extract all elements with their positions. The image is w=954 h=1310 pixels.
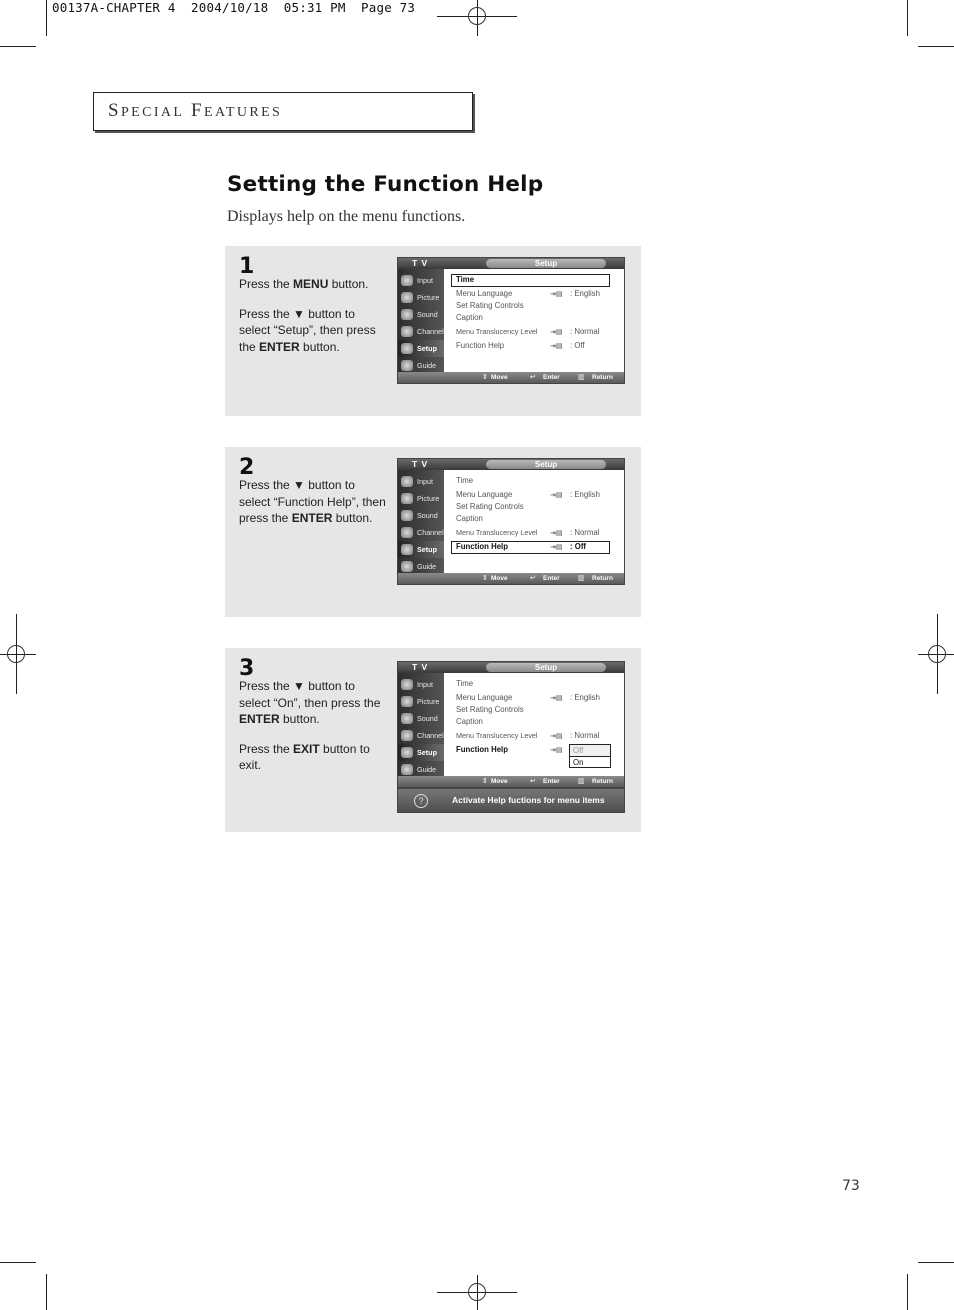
osd-sidebar-channel: Channel bbox=[398, 524, 444, 541]
crop-mark bbox=[918, 1262, 954, 1263]
setup-icon bbox=[401, 343, 413, 354]
print-header-stamp: 00137A-CHAPTER 4 2004/10/18 05:31 PM Page 73 bbox=[52, 0, 416, 15]
osd-item-function-help: Function Help bbox=[456, 745, 508, 754]
osd-sidebar-setup: Setup bbox=[398, 744, 444, 761]
osd-sidebar-channel: Channel bbox=[398, 323, 444, 340]
crop-mark bbox=[46, 0, 47, 36]
osd-item-set-rating: Set Rating Controls bbox=[456, 705, 524, 714]
osd-item-menu-language: Menu Language bbox=[456, 490, 513, 499]
osd-tv-label: T V bbox=[412, 662, 429, 672]
osd-sidebar-input: Input bbox=[398, 272, 444, 289]
osd-tab-setup: Setup bbox=[534, 663, 558, 672]
osd-sidebar-channel: Channel bbox=[398, 727, 444, 744]
tv-menu-screenshot bbox=[397, 661, 625, 788]
step-number: 1 bbox=[239, 254, 255, 279]
step-instructions: Press the MENU button. Press the ▼ button to select “Setup”, then press the ENTER button. bbox=[239, 277, 376, 354]
page-title: Setting the Function Help bbox=[227, 172, 544, 197]
setup-icon bbox=[401, 747, 413, 758]
enter-icon: ↵ bbox=[530, 574, 536, 582]
channel-icon bbox=[401, 326, 413, 337]
return-icon: ▥ bbox=[578, 373, 585, 381]
osd-sidebar-guide: Guide bbox=[398, 558, 444, 575]
crop-mark bbox=[907, 1274, 908, 1310]
dropdown-option-on: On bbox=[570, 756, 610, 767]
submenu-arrow-icon: ⇥▤ bbox=[550, 746, 563, 754]
guide-icon bbox=[401, 764, 413, 775]
sound-icon bbox=[401, 713, 413, 724]
osd-item-caption: Caption bbox=[456, 717, 483, 726]
page-subtitle: Displays help on the menu functions. bbox=[227, 208, 466, 225]
guide-icon bbox=[401, 561, 413, 572]
osd-sidebar-sound: Sound bbox=[398, 306, 444, 323]
submenu-arrow-icon: ⇥▤ bbox=[550, 342, 563, 350]
osd-sidebar-guide: Guide bbox=[398, 761, 444, 778]
input-icon bbox=[401, 476, 413, 487]
osd-sidebar bbox=[398, 673, 444, 777]
osd-sidebar-picture: Picture bbox=[398, 289, 444, 306]
submenu-arrow-icon: ⇥▤ bbox=[550, 529, 563, 537]
dropdown-option-off: Off bbox=[570, 745, 610, 756]
step-number: 2 bbox=[239, 455, 255, 480]
osd-sidebar-sound: Sound bbox=[398, 507, 444, 524]
osd-item-translucency: Menu Translucency Level bbox=[456, 731, 538, 740]
osd-item-time: Time bbox=[456, 476, 474, 485]
osd-tab-setup: Setup bbox=[534, 259, 558, 268]
osd-item-set-rating: Set Rating Controls bbox=[456, 502, 524, 511]
osd-sidebar-sound: Sound bbox=[398, 710, 444, 727]
section-header-title: SPECIAL FEATURES bbox=[108, 100, 283, 121]
channel-icon bbox=[401, 527, 413, 538]
registration-circle bbox=[928, 645, 946, 663]
osd-sidebar bbox=[398, 269, 444, 373]
osd-value-function-help: : Off bbox=[570, 341, 585, 350]
osd-sidebar bbox=[398, 470, 444, 574]
enter-icon: ↵ bbox=[530, 777, 536, 785]
osd-value-language: : English bbox=[570, 289, 600, 298]
submenu-arrow-icon: ⇥▤ bbox=[550, 290, 563, 298]
crop-mark bbox=[907, 0, 908, 36]
osd-item-time: Time bbox=[456, 679, 474, 688]
osd-item-function-help: Function Help bbox=[456, 542, 508, 551]
osd-sidebar-input: Input bbox=[398, 676, 444, 693]
setup-icon bbox=[401, 544, 413, 555]
help-message-bar bbox=[397, 788, 625, 813]
osd-value-function-help: : Off bbox=[570, 542, 587, 551]
submenu-arrow-icon: ⇥▤ bbox=[550, 543, 563, 551]
registration-circle bbox=[468, 7, 486, 25]
osd-item-caption: Caption bbox=[456, 313, 483, 322]
help-message-text: Activate Help fuctions for menu items bbox=[452, 795, 605, 805]
input-icon bbox=[401, 275, 413, 286]
question-mark-icon: ? bbox=[414, 794, 428, 808]
osd-value-translucency: : Normal bbox=[570, 327, 600, 336]
registration-circle bbox=[7, 645, 25, 663]
osd-bottom-bar: ⇕ Move ↵ Enter ▥ Return bbox=[398, 372, 624, 383]
channel-icon bbox=[401, 730, 413, 741]
step-instructions: Press the ▼ button to select “Function Help”, then press the ENTER button. bbox=[239, 478, 386, 525]
osd-bottom-bar: ⇕ Move ↵ Enter ▥ Return bbox=[398, 776, 624, 787]
osd-value-translucency: : Normal bbox=[570, 528, 600, 537]
guide-icon bbox=[401, 360, 413, 371]
return-icon: ▥ bbox=[578, 574, 585, 582]
osd-value-language: : English bbox=[570, 490, 600, 499]
osd-item-time: Time bbox=[456, 275, 475, 284]
osd-item-translucency: Menu Translucency Level bbox=[456, 327, 538, 336]
page-number: 73 bbox=[842, 1178, 860, 1194]
submenu-arrow-icon: ⇥▤ bbox=[550, 491, 563, 499]
tv-menu-screenshot bbox=[397, 458, 625, 585]
osd-sidebar-guide: Guide bbox=[398, 357, 444, 374]
sound-icon bbox=[401, 510, 413, 521]
picture-icon bbox=[401, 696, 413, 707]
osd-highlight bbox=[451, 274, 610, 287]
up-down-arrow-icon: ⇕ bbox=[482, 373, 488, 381]
return-icon: ▥ bbox=[578, 777, 585, 785]
picture-icon bbox=[401, 292, 413, 303]
osd-sidebar-input: Input bbox=[398, 473, 444, 490]
osd-item-menu-language: Menu Language bbox=[456, 289, 513, 298]
up-down-arrow-icon: ⇕ bbox=[482, 574, 488, 582]
crop-mark bbox=[46, 1274, 47, 1310]
osd-sidebar-picture: Picture bbox=[398, 490, 444, 507]
osd-item-menu-language: Menu Language bbox=[456, 693, 513, 702]
submenu-arrow-icon: ⇥▤ bbox=[550, 732, 563, 740]
sound-icon bbox=[401, 309, 413, 320]
crop-mark bbox=[918, 46, 954, 47]
tv-menu-screenshot bbox=[397, 257, 625, 384]
input-icon bbox=[401, 679, 413, 690]
step-instructions: Press the ▼ button to select “On”, then press the ENTER button. Press the EXIT button to exit. bbox=[239, 679, 381, 772]
osd-sidebar-picture: Picture bbox=[398, 693, 444, 710]
function-help-dropdown bbox=[569, 744, 611, 768]
osd-value-translucency: : Normal bbox=[570, 731, 600, 740]
osd-item-set-rating: Set Rating Controls bbox=[456, 301, 524, 310]
up-down-arrow-icon: ⇕ bbox=[482, 777, 488, 785]
enter-icon: ↵ bbox=[530, 373, 536, 381]
step-panel-3 bbox=[225, 648, 641, 832]
step-panel-1 bbox=[225, 246, 641, 416]
osd-item-function-help: Function Help bbox=[456, 341, 505, 350]
step-number: 3 bbox=[239, 656, 255, 681]
osd-value-language: : English bbox=[570, 693, 600, 702]
osd-item-translucency: Menu Translucency Level bbox=[456, 528, 538, 537]
osd-tab-setup: Setup bbox=[534, 460, 558, 469]
submenu-arrow-icon: ⇥▤ bbox=[550, 328, 563, 336]
osd-bottom-bar: ⇕ Move ↵ Enter ▥ Return bbox=[398, 573, 624, 584]
crop-mark bbox=[0, 46, 36, 47]
step-panel-2 bbox=[225, 447, 641, 617]
registration-circle bbox=[468, 1283, 486, 1301]
osd-tv-label: T V bbox=[412, 258, 429, 268]
osd-tv-label: T V bbox=[412, 459, 429, 469]
picture-icon bbox=[401, 493, 413, 504]
osd-item-caption: Caption bbox=[456, 514, 483, 523]
osd-sidebar-setup: Setup bbox=[398, 541, 444, 558]
submenu-arrow-icon: ⇥▤ bbox=[550, 694, 563, 702]
osd-sidebar-setup: Setup bbox=[398, 340, 444, 357]
crop-mark bbox=[0, 1262, 36, 1263]
